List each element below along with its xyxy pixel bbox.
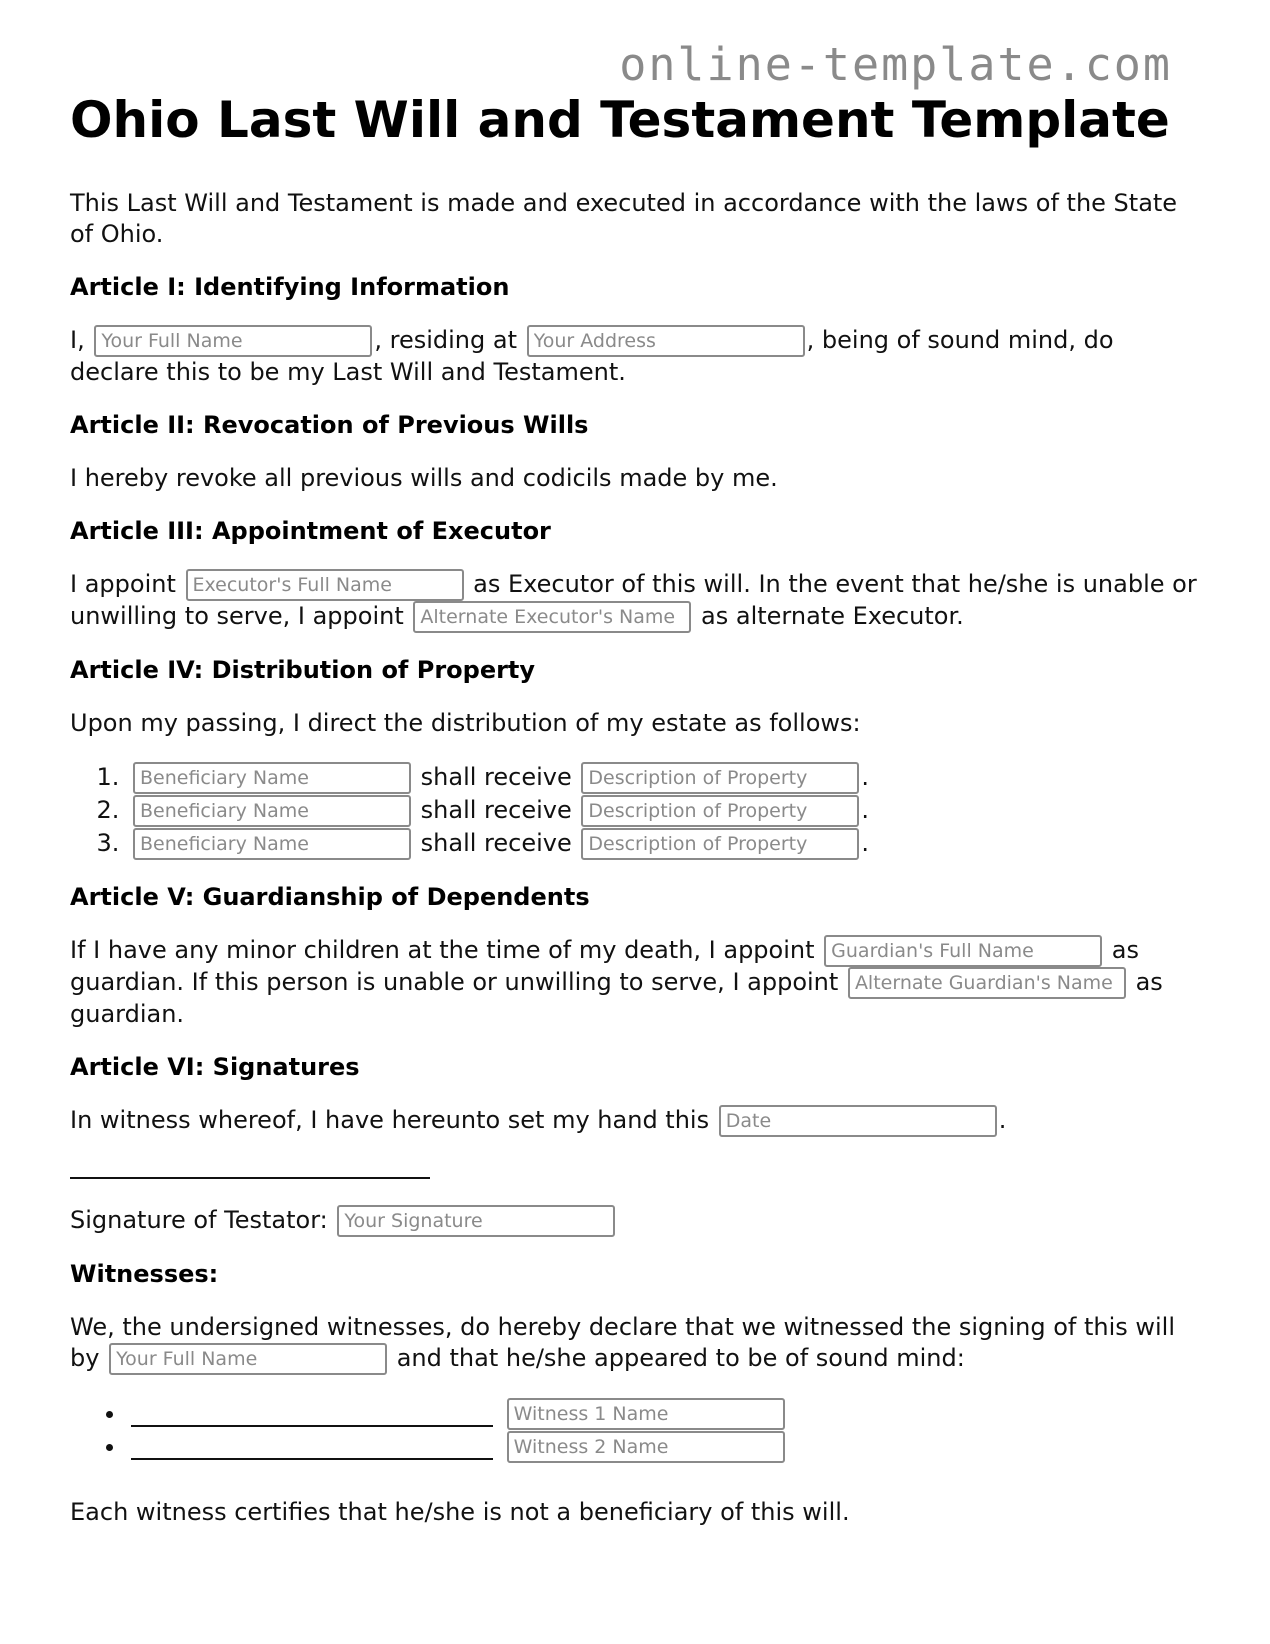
beneficiary-1-input[interactable] [133, 762, 411, 794]
signature-underline [70, 1157, 430, 1179]
page-title: Ohio Last Will and Testament Template [70, 91, 1170, 149]
alternate-guardian-input[interactable] [848, 967, 1126, 999]
beneficiary-2-input[interactable] [133, 795, 411, 827]
article-3-heading: Article III: Appointment of Executor [70, 517, 551, 545]
signature-input[interactable] [337, 1205, 615, 1237]
article-6-text: In witness whereof, I have hereunto set my hand this Date . [70, 1105, 1200, 1137]
article-4-intro: Upon my passing, I direct the distribution of my estate as follows: [70, 709, 861, 737]
watermark: online-template.com [619, 38, 1172, 91]
guardian-name-input[interactable] [824, 935, 1102, 967]
list-item: Beneficiary Name 3. shall receive Description of Property . [127, 827, 1200, 860]
list-item: Beneficiary Name 1. shall receive Description of Property . [127, 761, 1200, 794]
article-1-heading: Article I: Identifying Information [70, 273, 510, 301]
testator-name-input[interactable] [94, 325, 372, 357]
witnessed-name-input[interactable] [109, 1343, 387, 1375]
list-item [127, 1430, 1200, 1463]
distribution-list [70, 761, 1200, 860]
article-4-heading: Article IV: Distribution of Property [70, 656, 536, 684]
article-1-text: I, Your Full Name , residing at Your Address , being of sound mind, do declare this to be my Last Will and Testament. [70, 325, 1200, 388]
signature-line [70, 1137, 1200, 1205]
signature-row: Signature of Testator: Your Signature [70, 1205, 1200, 1237]
article-3-text: I appoint Executor's Full Name as Executor of this will. In the event that he/she is unable or unwilling to serve, I appoint Alternate Executor's Name as alternate Executor. [70, 569, 1200, 633]
witness-1-name-input[interactable] [507, 1398, 785, 1430]
property-3-input[interactable] [581, 828, 859, 860]
beneficiary-3-input[interactable] [133, 828, 411, 860]
list-item: Beneficiary Name 2. shall receive Description of Property . [127, 794, 1200, 827]
witnesses-text: We, the undersigned witnesses, do hereby declare that we witnessed the signing of this will by Your Full Name and that he/she appeared to be of sound mind: [70, 1312, 1200, 1375]
testator-address-input[interactable] [527, 325, 805, 357]
witness-1-signature-line [131, 1401, 493, 1427]
article-2-heading: Article II: Revocation of Previous Wills [70, 411, 589, 439]
witness-2-signature-line [131, 1434, 493, 1460]
date-input[interactable] [719, 1105, 997, 1137]
list-item [127, 1397, 1200, 1430]
article-5-text: If I have any minor children at the time of my death, I appoint Guardian's Full Name as guardian. If this person is unable or unwilling to serve, I appoint Alternate Guardian's Name as guardian. [70, 935, 1200, 1030]
article-2-text: I hereby revoke all previous wills and codicils made by me. [70, 464, 778, 492]
property-2-input[interactable] [581, 795, 859, 827]
article-6-heading: Article VI: Signatures [70, 1053, 360, 1081]
witness-closing-text: Each witness certifies that he/she is not a beneficiary of this will. [70, 1498, 850, 1526]
document [70, 86, 1200, 1550]
witness-list [70, 1397, 1200, 1463]
alternate-executor-input[interactable] [413, 601, 691, 633]
witnesses-heading: Witnesses: [70, 1260, 219, 1288]
witness-2-name-input[interactable] [507, 1431, 785, 1463]
property-1-input[interactable] [581, 762, 859, 794]
executor-name-input[interactable] [186, 569, 464, 601]
intro-text: This Last Will and Testament is made and executed in accordance with the laws of the State of Ohio. [70, 189, 1178, 248]
article-5-heading: Article V: Guardianship of Dependents [70, 883, 590, 911]
